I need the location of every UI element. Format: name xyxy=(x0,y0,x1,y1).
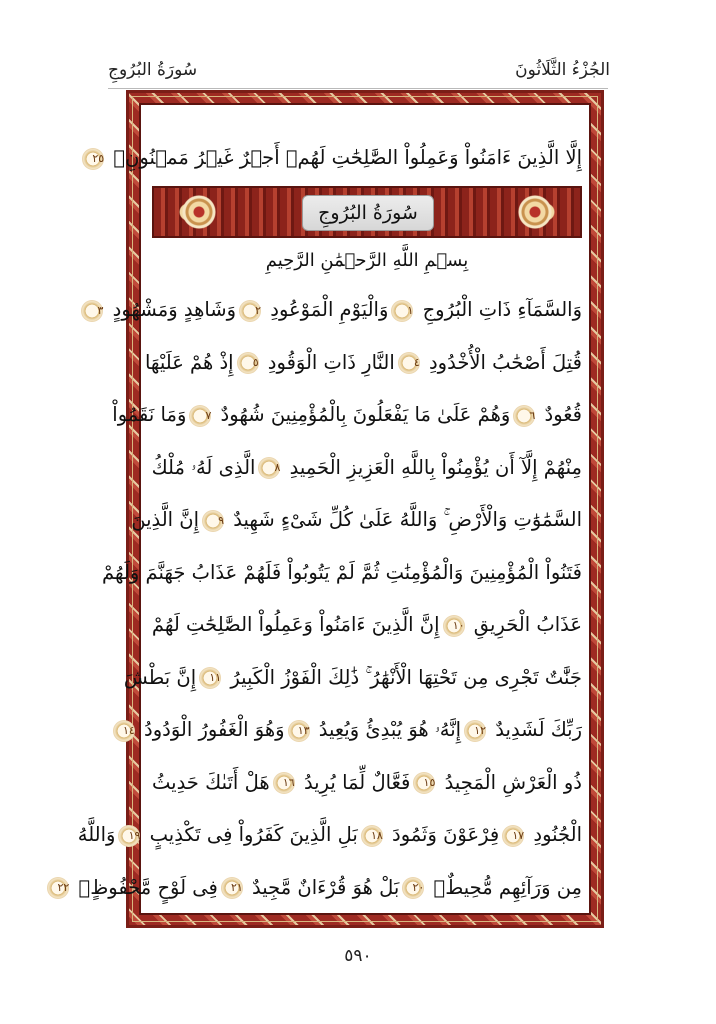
verse-text: هَلْ أَتَىٰكَ حَدِيثُ xyxy=(152,770,270,794)
verse-text: فَتَنُواْ الْمُؤْمِنِينَ وَالْمُؤْمِنَٰتِ ثُمَّ لَمْ يَتُوبُواْ فَلَهُمْ عَذَابُ جَهَنَّمَ وَلَهُمْ xyxy=(102,560,582,584)
verse-text: قُتِلَ أَصْحَٰبُ الْأُخْدُودِ xyxy=(422,350,582,374)
ayah-number-marker: ١٤ xyxy=(113,720,135,742)
verse-text: وَالْيَوْمِ الْمَوْعُودِ xyxy=(264,298,389,321)
verse-text: إِنَّ بَطْشَ xyxy=(123,665,197,689)
ayah-number-marker: ٦ xyxy=(513,405,535,427)
ayah-number-marker: ٢٠ xyxy=(402,877,424,899)
ayah-number-marker: ٤ xyxy=(398,352,420,374)
verse-text: إِنَّهُۥ هُوَ يُبْدِئُ وَيُعِيدُ xyxy=(312,718,462,741)
ayah-number-marker: ١٨ xyxy=(361,825,383,847)
ayah-number-marker: ١١ xyxy=(199,667,221,689)
verse-line xyxy=(152,603,582,647)
ayah-number-marker: ٩ xyxy=(202,510,224,532)
verse-line xyxy=(144,341,582,385)
verse-text: ذُو الْعَرْشِ الْمَجِيدُ xyxy=(438,770,582,794)
surah-title-banner xyxy=(152,186,582,238)
ayah-number-marker: ١٩ xyxy=(118,825,140,847)
verse-text: مِنْهُمْ إِلَّآ أَن يُؤْمِنُواْ بِاللَّهِ الْعَزِيزِ الْحَمِيدِ xyxy=(283,455,582,479)
verse-text: جَنَّٰتٌ تَجْرِى مِن تَحْتِهَا الْأَنْهَٰرُ ۚ ذَٰلِكَ الْفَوْزُ الْكَبِيرُ xyxy=(224,665,582,689)
verse-text: وَشَاهِدٍ وَمَشْهُودٍ xyxy=(106,298,237,321)
verse-text: فَعَّالٌ لِّمَا يُرِيدُ xyxy=(297,770,411,794)
ayah-number-marker: ١٥ xyxy=(413,772,435,794)
ayah-number-marker: ١٣ xyxy=(288,720,310,742)
verse-text: وَهُمْ عَلَىٰ مَا يَفْعَلُونَ بِالْمُؤْمِنِينَ شُهُودٌ xyxy=(214,403,511,426)
page-number: ٥٩٠ xyxy=(344,946,372,966)
ayah-number-marker: ٢ xyxy=(239,300,261,322)
verse-line-top xyxy=(92,136,582,180)
ayah-number-marker: ٢٢ xyxy=(47,877,69,899)
verse-text: وَهُوَ الْغَفُورُ الْوَدُودُ xyxy=(137,718,285,741)
ayah-number-marker: ٣ xyxy=(81,300,103,322)
page-header xyxy=(0,50,716,90)
verse-text: النَّارِ ذَاتِ الْوَقُودِ xyxy=(261,350,395,374)
verse-line xyxy=(152,446,582,490)
verse-text: الَّذِى لَهُۥ مُلْكُ xyxy=(151,455,256,479)
verse-text: فِى لَوْحٍ مَّحْفُوظٍۭ xyxy=(72,875,218,899)
surah-header-title: سُورَةُ البُرُوجِ xyxy=(108,60,198,80)
ayah-number-marker: ١ xyxy=(391,300,413,322)
ayah-number-marker: ١٦ xyxy=(273,772,295,794)
ayah-number-marker: ١٠ xyxy=(443,615,465,637)
verse-text: إِلَّا الَّذِينَ ءَامَنُواْ وَعَمِلُواْ الصَّٰلِحَٰتِ لَهُمۡ أَجۡرٌ غَيۡرُ مَمۡنُونِۭ xyxy=(113,146,582,169)
ayah-number-marker: ٢٥ xyxy=(82,148,104,170)
ayah-number-marker: ١٢ xyxy=(464,720,486,742)
verse-line xyxy=(131,498,582,542)
verse-text: وَمَا نَقَمُواْ xyxy=(112,403,187,426)
verse-text: وَاللَّهُ xyxy=(77,823,116,846)
rosette-ornament-icon xyxy=(182,195,216,229)
verse-text: وَالسَّمَآءِ ذَاتِ الْبُرُوجِ xyxy=(416,298,582,321)
ayah-number-marker: ٨ xyxy=(258,457,280,479)
verse-line xyxy=(57,866,582,910)
verse-text: قُعُودٌ xyxy=(538,403,582,426)
ayah-number-marker: ٢١ xyxy=(221,877,243,899)
rosette-ornament-icon xyxy=(518,195,552,229)
verse-line xyxy=(77,813,582,857)
verse-text: عَذَابُ الْحَرِيقِ xyxy=(467,613,582,636)
verse-text: الْجُنُودِ xyxy=(527,823,582,846)
ayah-number-marker: ١٧ xyxy=(502,825,524,847)
basmala: بِسۡمِ اللَّهِ الرَّحۡمَٰنِ الرَّحِيمِ xyxy=(265,250,469,271)
verse-text: السَّمَٰوَٰتِ وَالْأَرْضِ ۚ وَاللَّهُ عَلَىٰ كُلِّ شَىْءٍ شَهِيدٌ xyxy=(227,508,582,531)
verse-line xyxy=(97,288,582,332)
ayah-number-marker: ٧ xyxy=(189,405,211,427)
verse-text: إِنَّ الَّذِينَ ءَامَنُواْ وَعَمِلُواْ الصَّٰلِحَٰتِ لَهُمْ xyxy=(151,613,440,636)
verse-text: بَلِ الَّذِينَ كَفَرُواْ فِى تَكْذِيبٍ xyxy=(143,823,358,846)
verse-text: إِنَّ الَّذِينَ xyxy=(131,508,200,531)
verse-text: فِرْعَوْنَ وَثَمُودَ xyxy=(385,823,500,846)
verse-line xyxy=(112,393,582,437)
verse-text: مِن وَرَآئِهِم مُّحِيطٌۢ xyxy=(427,875,582,899)
verse-text: إِذْ هُمْ عَلَيْهَا xyxy=(144,350,234,374)
verse-line xyxy=(152,761,582,805)
verse-line xyxy=(102,551,582,595)
ayah-number-marker: ٥ xyxy=(237,352,259,374)
surah-title: سُورَةُ البُرُوجِ xyxy=(302,195,434,231)
header-divider xyxy=(108,88,608,89)
juz-title: الجُزْءُ الثَّلَاثُونَ xyxy=(515,60,610,80)
verse-text: بَلْ هُوَ قُرْءَانٌ مَّجِيدٌ xyxy=(245,875,400,899)
verse-text: رَبِّكَ لَشَدِيدٌ xyxy=(489,718,582,741)
verse-line xyxy=(123,708,582,752)
verse-line xyxy=(123,656,582,700)
